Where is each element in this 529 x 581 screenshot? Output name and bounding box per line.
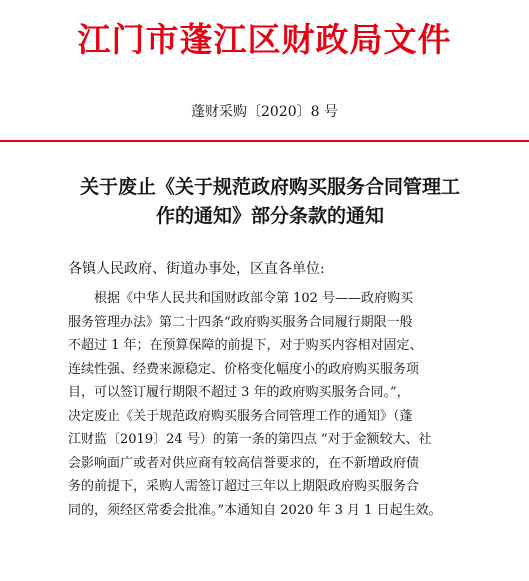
body-line: 会影响面广或者对供应商有较高信誉要求的，在不新增政府债 bbox=[68, 455, 420, 471]
body-line: 服务管理办法》第二十四条“政府购买服务合同履行期限一般 bbox=[68, 314, 413, 330]
red-divider-line bbox=[0, 140, 529, 142]
body-line: 同的，须经区常委会批准。”本通知自 2020 年 3 月 1 日起生效。 bbox=[68, 502, 442, 518]
body-line: 务的前提下，采购人需签订超过三年以上期限政府购买服务合 bbox=[68, 479, 420, 494]
notice-title-line: 作的通知》部分条款的通知 bbox=[155, 205, 384, 227]
document-header-title: 江门市蓬江区财政局文件 bbox=[77, 20, 452, 59]
notice-body bbox=[68, 287, 468, 522]
salutation: 各镇人民政府、街道办事处，区直各单位: bbox=[68, 261, 325, 277]
body-line: 连续性强、经费来源稳定、价格变化幅度小的政府购买服务项 bbox=[68, 361, 420, 377]
body-line: 决定废止《关于规范政府购买服务合同管理工作的通知》（蓬 bbox=[68, 408, 413, 424]
body-line: 江财监〔2019〕24 号）的第一条的第四点 “对于金额较大、社 bbox=[68, 432, 432, 447]
notice-title-line: 关于废止《关于规范政府购买服务合同管理工 bbox=[79, 176, 460, 198]
body-line: 目，可以签订履行期限不超过 3 年的政府购买服务合同。”， bbox=[68, 385, 410, 400]
body-line: 不超过 1 年；在预算保障的前提下，对于购买内容相对固定、 bbox=[68, 338, 423, 353]
body-line: 根据《中华人民共和国财政部令第 102 号——政府购买 bbox=[94, 291, 414, 306]
notice-title bbox=[60, 173, 480, 231]
document-number: 蓬财采购〔2020〕8 号 bbox=[191, 104, 338, 120]
